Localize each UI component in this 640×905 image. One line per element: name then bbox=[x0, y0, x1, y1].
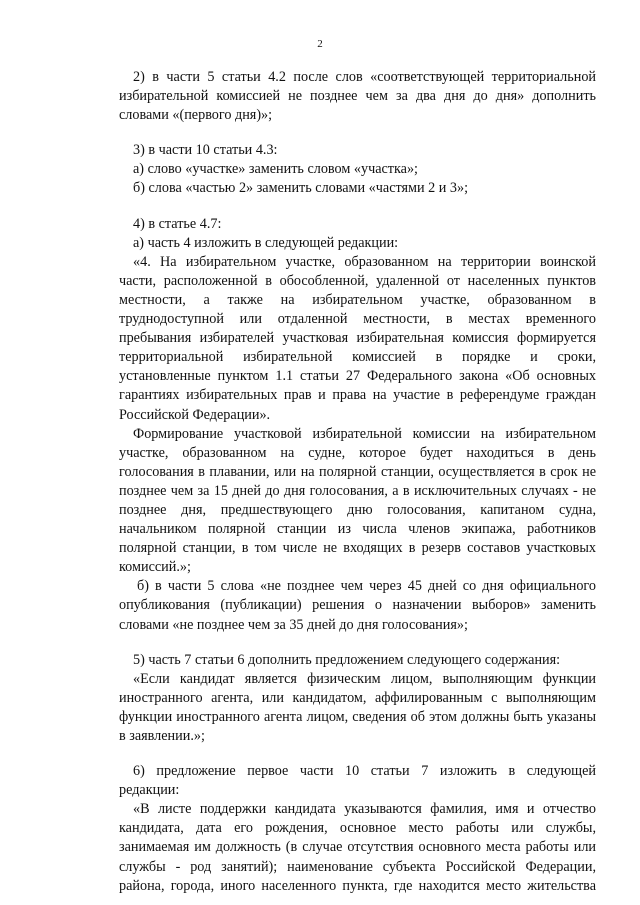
text-line: а) часть 4 изложить в следующей редакции: bbox=[133, 234, 399, 251]
text-line: избирательной комиссией не позднее чем за два дня до дня» дополнить bbox=[119, 88, 596, 105]
text-line: «4. На избирательном участке, образованном на территории воинской bbox=[133, 253, 596, 270]
text-line: функции иностранного агента лицом, сведения об этом должны быть указаны bbox=[119, 708, 596, 725]
paragraph-item-3 bbox=[119, 141, 596, 198]
text-line: Российской Федерации». bbox=[119, 406, 271, 423]
text-line: полярной станции, в том числе не входящих в резерв составов участковых bbox=[119, 540, 596, 557]
text-line: гарантиях избирательных прав и права на участие в референдуме граждан bbox=[119, 387, 596, 404]
text-line: 3) в части 10 статьи 4.3: bbox=[133, 142, 278, 159]
text-line: установленные пунктом 1.1 статьи 27 Федерального закона «Об основных bbox=[119, 368, 596, 385]
paragraph-item-5 bbox=[119, 651, 596, 746]
text-line: начальником полярной станции из числа членов экипажа, работников bbox=[119, 521, 596, 538]
text-line: пребывания избирателей участковая избирательная комиссия формируется bbox=[119, 330, 596, 347]
text-line: 5) часть 7 статьи 6 дополнить предложением следующего содержания: bbox=[133, 651, 561, 668]
text-line: б) слова «частью 2» заменить словами «частями 2 и 3»; bbox=[133, 180, 469, 197]
text-line: редакции: bbox=[119, 782, 180, 799]
text-line: занимаемая им должность (в случае отсутствия основного места работы или bbox=[119, 839, 596, 856]
text-line: Формирование участковой избирательной комиссии на избирательном bbox=[133, 425, 596, 442]
paragraph-item-4 bbox=[119, 215, 596, 635]
text-line: словами «(первого дня)»; bbox=[119, 107, 273, 124]
page-number: 2 bbox=[317, 38, 323, 50]
text-line: а) слово «участке» заменить словом «участка»; bbox=[133, 161, 419, 178]
document-body bbox=[119, 68, 596, 896]
text-line: труднодоступной или отдаленной местности, в местах временного bbox=[119, 311, 596, 328]
text-line: б) в части 5 слова «не позднее чем через 45 дней со дня официального bbox=[137, 578, 596, 595]
text-line: 2) в части 5 статьи 4.2 после слов «соответствующей территориальной bbox=[133, 69, 596, 85]
text-line: позднее дня, предшествующего дню голосования, капитаном судна, bbox=[119, 501, 596, 518]
text-line: «В листе поддержки кандидата указываются фамилия, имя и отчество bbox=[133, 801, 596, 818]
text-line: позднее чем за 15 дней до дня голосования, а в исключительных случаях - не bbox=[119, 482, 596, 499]
text-line: местности, а также на избирательном участке, образованном в bbox=[119, 291, 596, 308]
text-line: района, города, иного населенного пункта, где находится место жительства bbox=[119, 877, 596, 894]
text-line: «Если кандидат является физическим лицом, выполняющим функции bbox=[133, 670, 596, 687]
text-line: 6) предложение первое части 10 статьи 7 изложить в следующей bbox=[133, 763, 596, 780]
text-line: опубликования (публикации) решения о назначении выборов» заменить bbox=[119, 597, 596, 614]
text-line: комиссий.»; bbox=[119, 559, 191, 576]
text-line: участке, образованном на судне, которое будет находиться в день bbox=[119, 444, 596, 461]
paragraph-item-6 bbox=[119, 762, 596, 896]
text-line: словами «не позднее чем за 35 дней до дня голосования»; bbox=[119, 616, 468, 633]
text-line: кандидата, дата его рождения, основное место работы или службы, bbox=[119, 820, 596, 837]
text-line: службы - род занятий); наименование субъекта Российской Федерации, bbox=[119, 858, 596, 875]
text-line: иностранного агента, или кандидатом, аффилированным с выполняющим bbox=[119, 689, 596, 706]
paragraph-item-2 bbox=[119, 68, 596, 125]
text-line: 4) в статье 4.7: bbox=[133, 215, 222, 232]
text-line: территориальной избирательной комиссией в порядке и сроки, bbox=[119, 349, 596, 366]
text-line: части, расположенной в обособленной, удаленной от населенных пунктов bbox=[119, 272, 596, 289]
text-line: голосования в плавании, или на полярной станции, осуществляется в срок не bbox=[119, 463, 596, 480]
text-line: в заявлении.»; bbox=[119, 728, 205, 744]
